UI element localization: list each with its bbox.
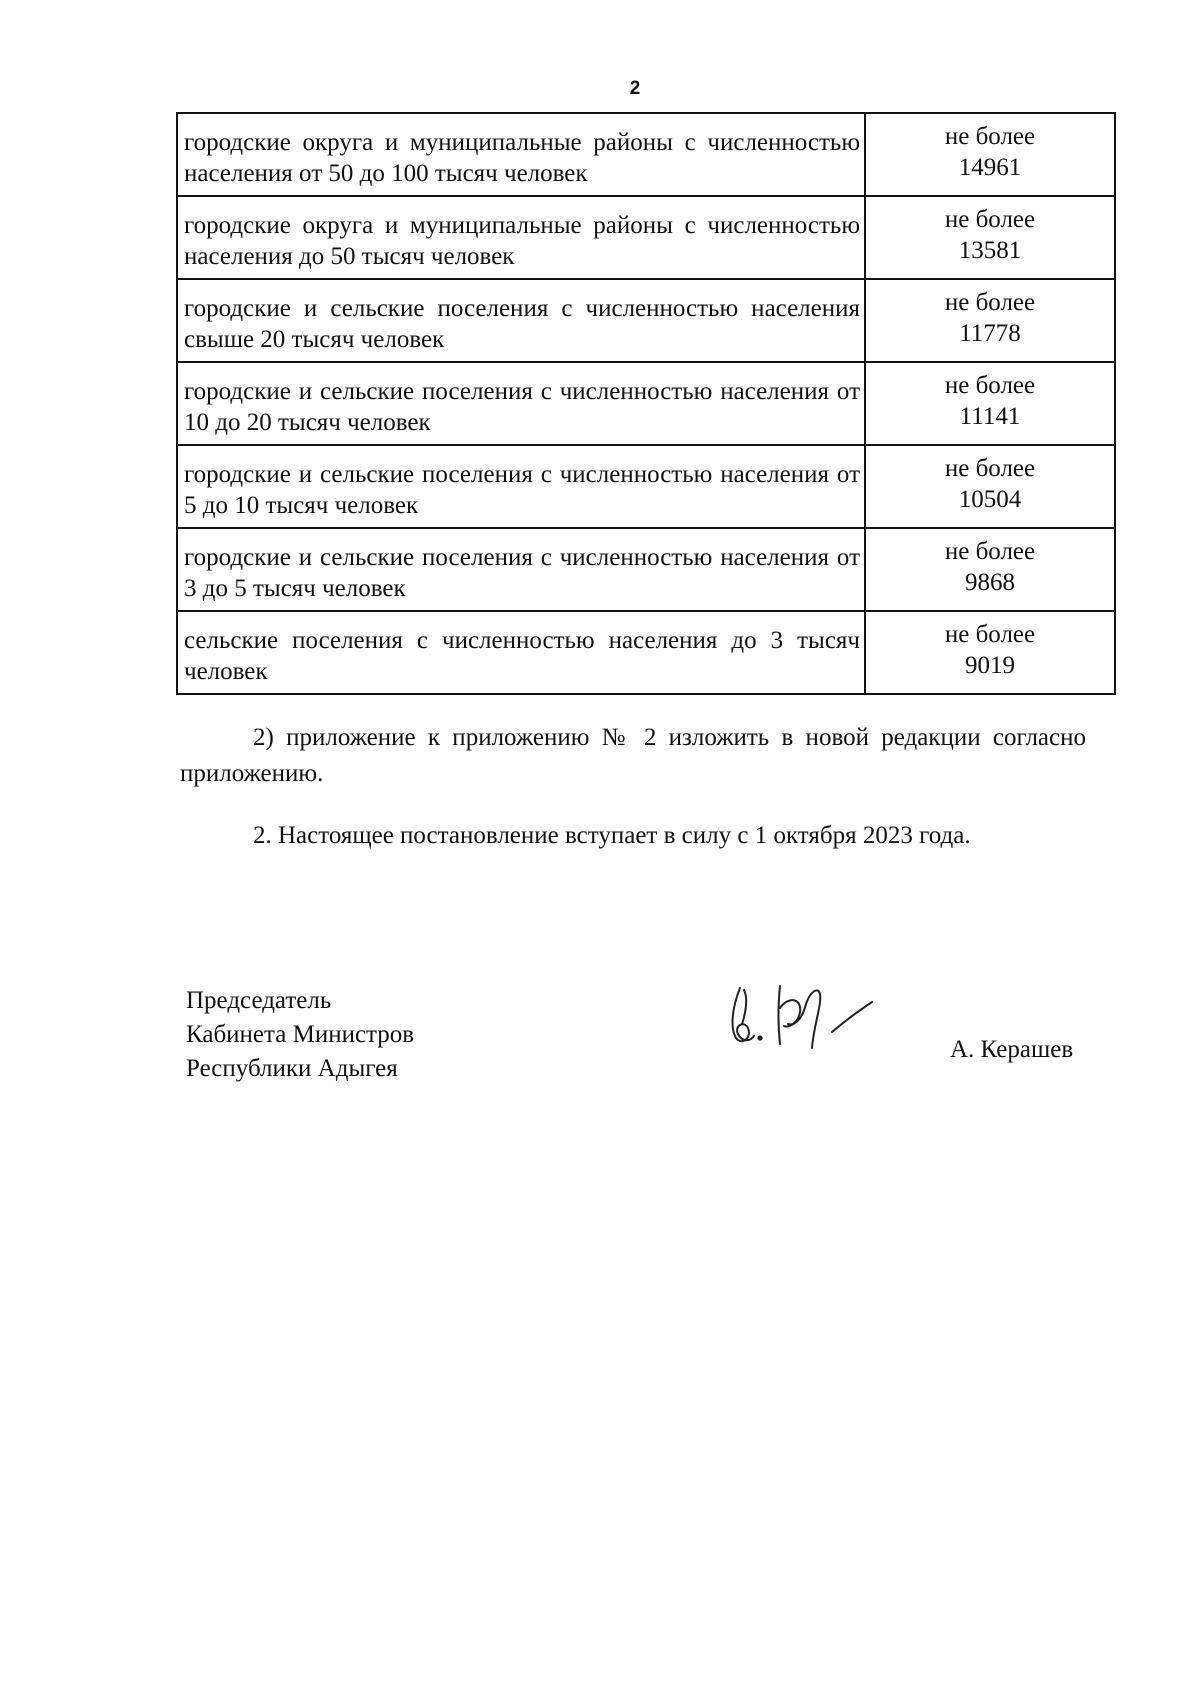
- paragraph-effective-date: 2. Настоящее постановление вступает в силу с 1 октября 2023 года.: [253, 822, 971, 849]
- signer-title-line: Председатель: [186, 987, 332, 1014]
- row-category: городские и сельские поселения с численностью населения от 10 до 20 тысяч человек: [177, 362, 865, 445]
- row-limit-value: 13581: [958, 236, 1022, 264]
- table-row: [177, 362, 1115, 445]
- table-row: [177, 113, 1115, 196]
- signer-title: [186, 984, 414, 1086]
- row-category: городские и сельские поселения с численностью населения свыше 20 тысяч человек: [177, 279, 865, 362]
- row-limit-value: 9868: [965, 568, 1015, 596]
- limits-table: [176, 112, 1116, 695]
- row-category: городские округа и муниципальные районы с численностью населения до 50 тысяч человек: [177, 196, 865, 279]
- row-category: сельские поселения с численностью населения до 3 тысяч человек: [177, 611, 865, 694]
- signer-name: А. Керашев: [950, 1036, 1074, 1063]
- table-row: [177, 196, 1115, 279]
- row-limit-label: не более: [944, 123, 1036, 150]
- row-category: городские округа и муниципальные районы с численностью населения от 50 до 100 тысяч человек: [177, 113, 865, 196]
- row-limit-value: 11778: [959, 319, 1021, 347]
- row-limit: [865, 279, 1115, 362]
- row-category: городские и сельские поселения с численностью населения от 5 до 10 тысяч человек: [177, 445, 865, 528]
- row-limit-value: 14961: [958, 153, 1022, 181]
- row-limit: [865, 445, 1115, 528]
- row-limit-value: 9019: [965, 651, 1015, 679]
- row-limit-label: не более: [944, 206, 1036, 233]
- row-limit: [865, 196, 1115, 279]
- page-number: 2: [629, 78, 641, 99]
- row-limit-label: не более: [944, 455, 1036, 482]
- row-limit-value: 10504: [958, 485, 1022, 513]
- row-limit-value: 11141: [959, 402, 1021, 430]
- row-limit: [865, 528, 1115, 611]
- table-row: [177, 611, 1115, 694]
- row-limit: [865, 611, 1115, 694]
- row-limit-label: не более: [944, 372, 1036, 399]
- paragraph-item-2: 2) приложение к приложению № 2 изложить в новой редакции согласно приложению.: [180, 724, 1086, 788]
- handwritten-signature-icon: [722, 968, 882, 1058]
- row-limit-label: не более: [944, 538, 1036, 565]
- table-row: [177, 445, 1115, 528]
- row-limit-label: не более: [944, 289, 1036, 316]
- row-limit: [865, 362, 1115, 445]
- signer-title-line: Республики Адыгея: [186, 1055, 398, 1082]
- row-category: городские и сельские поселения с численностью населения от 3 до 5 тысяч человек: [177, 528, 865, 611]
- table-row: [177, 279, 1115, 362]
- signer-title-line: Кабинета Министров: [186, 1021, 415, 1048]
- row-limit-label: не более: [944, 621, 1036, 648]
- table-row: [177, 528, 1115, 611]
- row-limit: [865, 113, 1115, 196]
